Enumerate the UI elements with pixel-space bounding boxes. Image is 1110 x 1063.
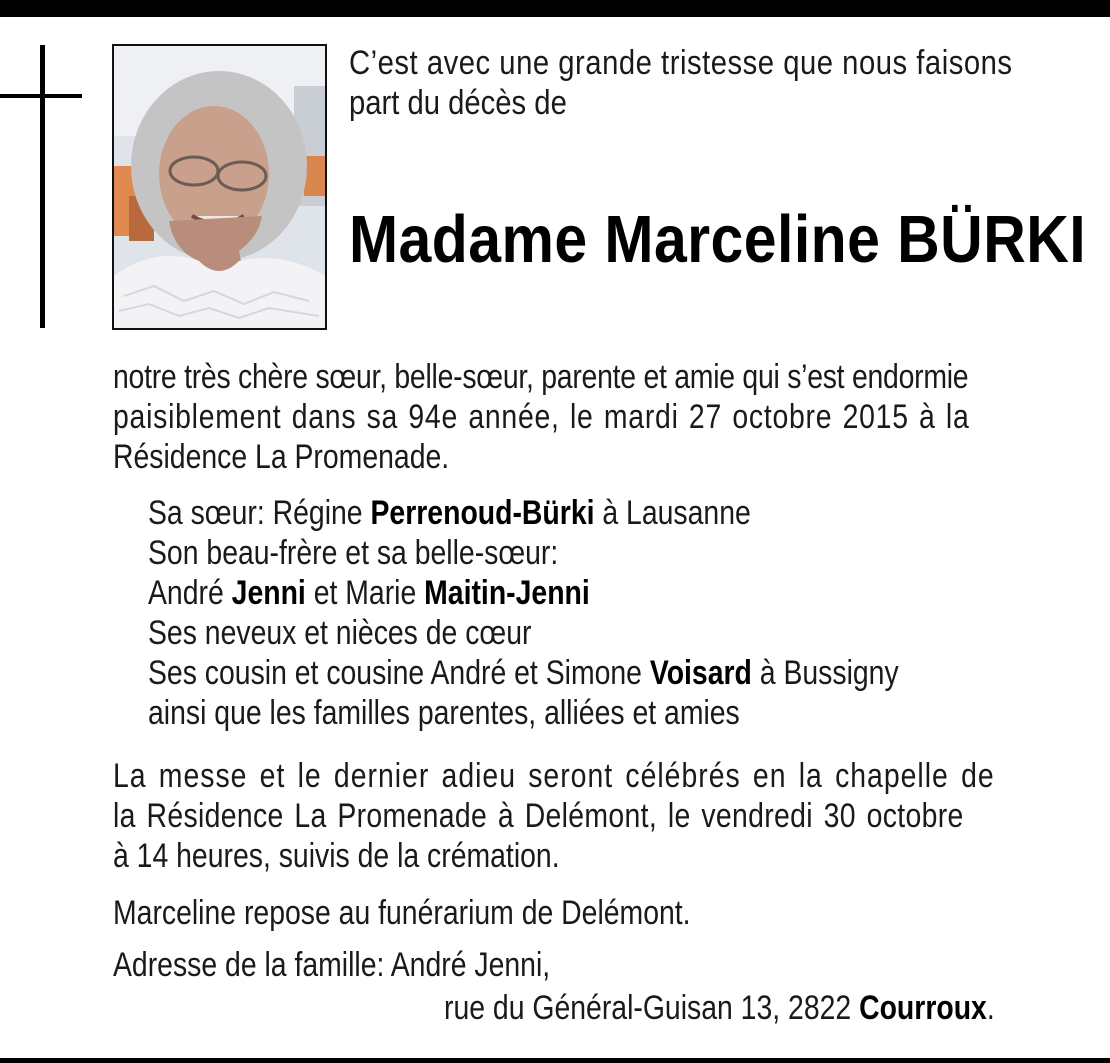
paragraph-line: Résidence La Promenade. <box>113 438 450 476</box>
announcement-intro <box>349 43 1013 123</box>
top-border-rule <box>0 0 1110 17</box>
family-inlaws-heading: Son beau-frère et sa belle-sœur: <box>148 534 559 572</box>
deceased-name: Madame Marceline BÜRKI <box>349 202 1087 277</box>
family-text: à Lausanne <box>594 494 751 532</box>
family-surname: Maitin-Jenni <box>424 574 590 612</box>
family-inlaws <box>148 573 899 613</box>
rest-paragraph: Marceline repose au funérarium de Delémont. <box>113 894 691 932</box>
family-text: à Bussigny <box>751 654 899 692</box>
paragraph-line: à 14 heures, suivis de la crémation. <box>113 837 560 875</box>
cross-horizontal-bar <box>0 94 82 98</box>
address-text: rue du Général-Guisan 13, 2822 <box>444 989 860 1027</box>
family-surname: Perrenoud-Bürki <box>370 494 595 532</box>
family-text: Sa sœur: Régine <box>148 494 371 532</box>
intro-line: C’est avec une grande tristesse que nous faisons <box>349 44 1013 82</box>
family-address-street <box>444 988 995 1028</box>
paragraph-line: paisiblement dans sa 94e année, le mardi 27 octobre 2015 à la <box>113 398 970 436</box>
family-surname: Jenni <box>231 574 306 612</box>
family-text: Ses cousin et cousine André et Simone <box>148 654 650 692</box>
address-text: . <box>986 989 995 1027</box>
paragraph-line: La messe et le dernier adieu seront célébrés en la chapelle de <box>113 757 995 795</box>
family-address-label: Adresse de la famille: André Jenni, <box>113 946 551 984</box>
family-others: ainsi que les familles parentes, alliées et amies <box>148 694 740 732</box>
family-list <box>148 493 899 733</box>
paragraph-line: notre très chère sœur, belle-sœur, parente et amie qui s’est endormie <box>113 358 969 396</box>
cross-vertical-bar <box>40 45 45 328</box>
family-sister <box>148 493 899 533</box>
address-town: Courroux <box>859 989 987 1027</box>
ceremony-paragraph <box>113 756 995 876</box>
family-text: et Marie <box>305 574 425 612</box>
family-cousins <box>148 653 899 693</box>
family-surname: Voisard <box>649 654 752 692</box>
paragraph-line: la Résidence La Promenade à Delémont, le vendredi 30 octobre <box>113 797 964 835</box>
family-nephews: Ses neveux et nièces de cœur <box>148 614 532 652</box>
family-text: André <box>148 574 232 612</box>
intro-line: part du décès de <box>349 84 567 122</box>
bottom-border-rule <box>0 1058 1110 1063</box>
portrait-photo <box>112 44 327 330</box>
announcement-paragraph <box>113 357 970 477</box>
